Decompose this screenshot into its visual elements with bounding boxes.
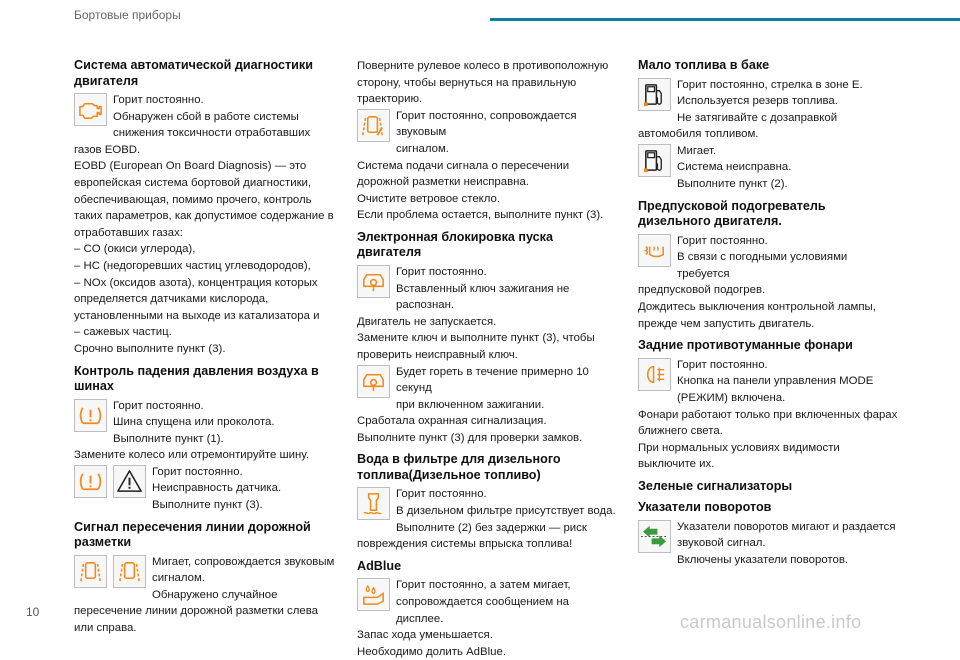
watermark: carmanualsonline.info [680,612,862,632]
warning-triangle-icon [113,465,146,498]
adblue-paragraph-1: Запас хода уменьшается. [357,629,493,642]
lane-system-fault-icon [357,109,390,142]
glow-plug-icon [638,234,671,267]
rear-fog-status-2: Кнопка на панели управления MODE [677,375,874,388]
glow-plug-status-1: Горит постоянно. [677,234,768,247]
engine-paragraph-1: снижения токсичности отработавших газов EOBD. [74,127,311,156]
heading-adblue: AdBlue [357,558,402,573]
tyre-action-1: Выполните пункт (1). [113,432,224,445]
column-2 [357,58,619,660]
lane-paragraph-1: Обнаружено случайное пересечение линии дорожной разметки слева или справа. [74,588,318,635]
heading-green-indicators: Зеленые сигнализаторы [638,478,793,493]
heading-immobiliser: Электронная блокировка пуска двигателя [357,229,553,260]
lane-departure-icon [74,555,107,588]
engine-icon [74,93,107,126]
immobiliser-key-icon [357,365,390,398]
fuel-pump-icon [638,78,671,111]
turn-signal-status-2: звуковой сигнал. [677,537,766,550]
water-in-diesel-icon [357,487,390,520]
heading-glow-plug: Предпусковой подогреватель дизельного двигателя. [638,198,826,229]
immobiliser-key-icon [357,265,390,298]
tyre-status-line-1: Горит постоянно. [113,399,204,412]
engine-paragraph-2: EOBD (European On Board Diagnosis) — это европейская система бортовой диагностики, обеспечивающая, помимо прочего, контроль таких параметров, как допустимое содержание в отработавших газах: [74,160,334,239]
lane-departure-icon [113,555,146,588]
engine-status-line-2: Обнаружен сбой в работе системы [113,110,299,123]
tyre-sensor-status-1: Горит постоянно. [152,465,243,478]
heading-engine-diagnostics: Система автоматической диагностики двигателя [74,58,313,88]
water-status-2: В дизельном фильтре присутствует вода. [396,505,616,518]
immobiliser-paragraph-2: Замените ключ и выполните пункт (3), чтобы проверить неисправный ключ. [357,332,595,361]
page-number: 10 [26,605,40,619]
engine-list-item-co: – CO (окиси углерода), [74,243,196,256]
fuel-fault-action: Выполните пункт (2). [677,178,788,191]
lane-fault-paragraph-3: Если проблема остается, выполните пункт (3). [357,209,604,222]
engine-list-item-hc: – HC (недогоревших частиц углеводородов), [74,259,311,272]
header-accent-bar [490,18,960,21]
adblue-icon [357,578,390,611]
tyre-sensor-action: Выполните пункт (3). [152,499,263,512]
page-header-title: Бортовые приборы [74,8,181,22]
engine-status-line-1: Горит постоянно. [113,94,204,106]
alarm-paragraph-2: Выполните пункт (3) для проверки замков. [357,431,583,444]
turn-signal-paragraph-1: Включены указатели поворотов. [677,554,849,567]
immobiliser-status-1: Горит постоянно. [396,265,487,278]
rear-fog-light-icon [638,358,671,391]
fuel-paragraph-1: Не затягивайте с дозаправкой автомобиля топливом. [638,111,838,141]
rear-fog-paragraph-1: (РЕЖИМ) включена. [677,391,786,404]
immobiliser-status-2: Вставленный ключ зажигания не распознан. [396,282,570,312]
turn-signal-status-1: Указатели поворотов мигают и раздается [677,520,896,533]
lane-fault-paragraph-2: Очистите ветровое стекло. [357,192,501,205]
heading-turn-signals: Указатели поворотов [638,500,772,515]
glow-plug-paragraph-1: предпусковой подогрев. [638,284,766,297]
heading-rear-fog: Задние противотуманные фонари [638,338,853,353]
tyre-sensor-status-2: Неисправность датчика. [152,482,282,495]
tyre-status-line-2: Шина спущена или проколота. [113,416,275,429]
turn-signal-arrows-icon [638,520,671,553]
adblue-status-1: Горит постоянно, а затем мигает, [396,579,571,592]
rear-fog-paragraph-3: При нормальных условиях видимости выключите их. [638,441,840,471]
fuel-status-1: Горит постоянно, стрелка в зоне E. [677,78,863,91]
fuel-pump-icon [638,144,671,177]
heading-tyre-pressure: Контроль падения давления воздуха в шинах [74,363,319,393]
tyre-pressure-icon [74,465,107,498]
engine-action: Срочно выполните пункт (3). [74,342,226,355]
alarm-status-1: Будет гореть в течение примерно 10 секунд [396,365,589,395]
water-status-1: Горит постоянно. [396,488,487,501]
fuel-fault-status-1: Мигает. [677,144,717,157]
immobiliser-paragraph-1: Двигатель не запускается. [357,315,497,328]
column-1 [74,58,336,637]
tyre-action-2: Замените колесо или отремонтируйте шину. [74,449,310,462]
lane-fault-status-1: Горит постоянно, сопровождается звуковым [396,109,577,139]
tyre-pressure-icon [74,399,107,432]
engine-list-item-soot: – сажевых частиц. [74,326,172,339]
heading-low-fuel: Мало топлива в баке [638,58,770,72]
fuel-status-2: Используется резерв топлива. [677,95,838,108]
lane-steer-paragraph: Поверните рулевое колесо в противоположную сторону, чтобы вернуться на правильную траекторию. [357,60,609,106]
lane-status-line-2: сигналом. [152,572,205,585]
rear-fog-status-1: Горит постоянно. [677,358,768,371]
adblue-paragraph-2: Необходимо долить AdBlue. [357,645,506,658]
heading-lane-departure: Сигнал пересечения линии дорожной разметки [74,519,311,550]
adblue-status-2: сопровождается сообщением на дисплее. [396,595,570,625]
column-3 [638,58,900,569]
alarm-paragraph-1: Сработала охранная сигнализация. [357,415,547,428]
heading-water-in-diesel: Вода в фильтре для дизельного топлива(Дизельное топливо) [357,452,561,482]
engine-list-item-nox: – NOx (оксидов азота), концентрация которых определяется датчиками кислорода, установленными на выходе из катализатора и [74,276,320,322]
glow-plug-paragraph-2: Дождитесь выключения контрольной лампы, прежде чем запустить двигатель. [638,301,876,330]
glow-plug-status-2: В связи с погодными условиями требуется [677,251,848,280]
lane-fault-status-2: сигналом. [396,142,449,155]
lane-status-line-1: Мигает, сопровождается звуковым [152,555,335,568]
water-paragraph-1: Выполните (2) без задержки — риск повреждения системы впрыска топлива! [357,521,587,551]
rear-fog-paragraph-2: Фонари работают только при включенных фарах ближнего света. [638,408,898,438]
fuel-fault-status-2: Система неисправна. [677,161,792,174]
alarm-status-2: при включенном зажигании. [396,398,545,411]
lane-fault-paragraph-1: Система подачи сигнала о пересечении дорожной разметки неисправна. [357,159,570,189]
